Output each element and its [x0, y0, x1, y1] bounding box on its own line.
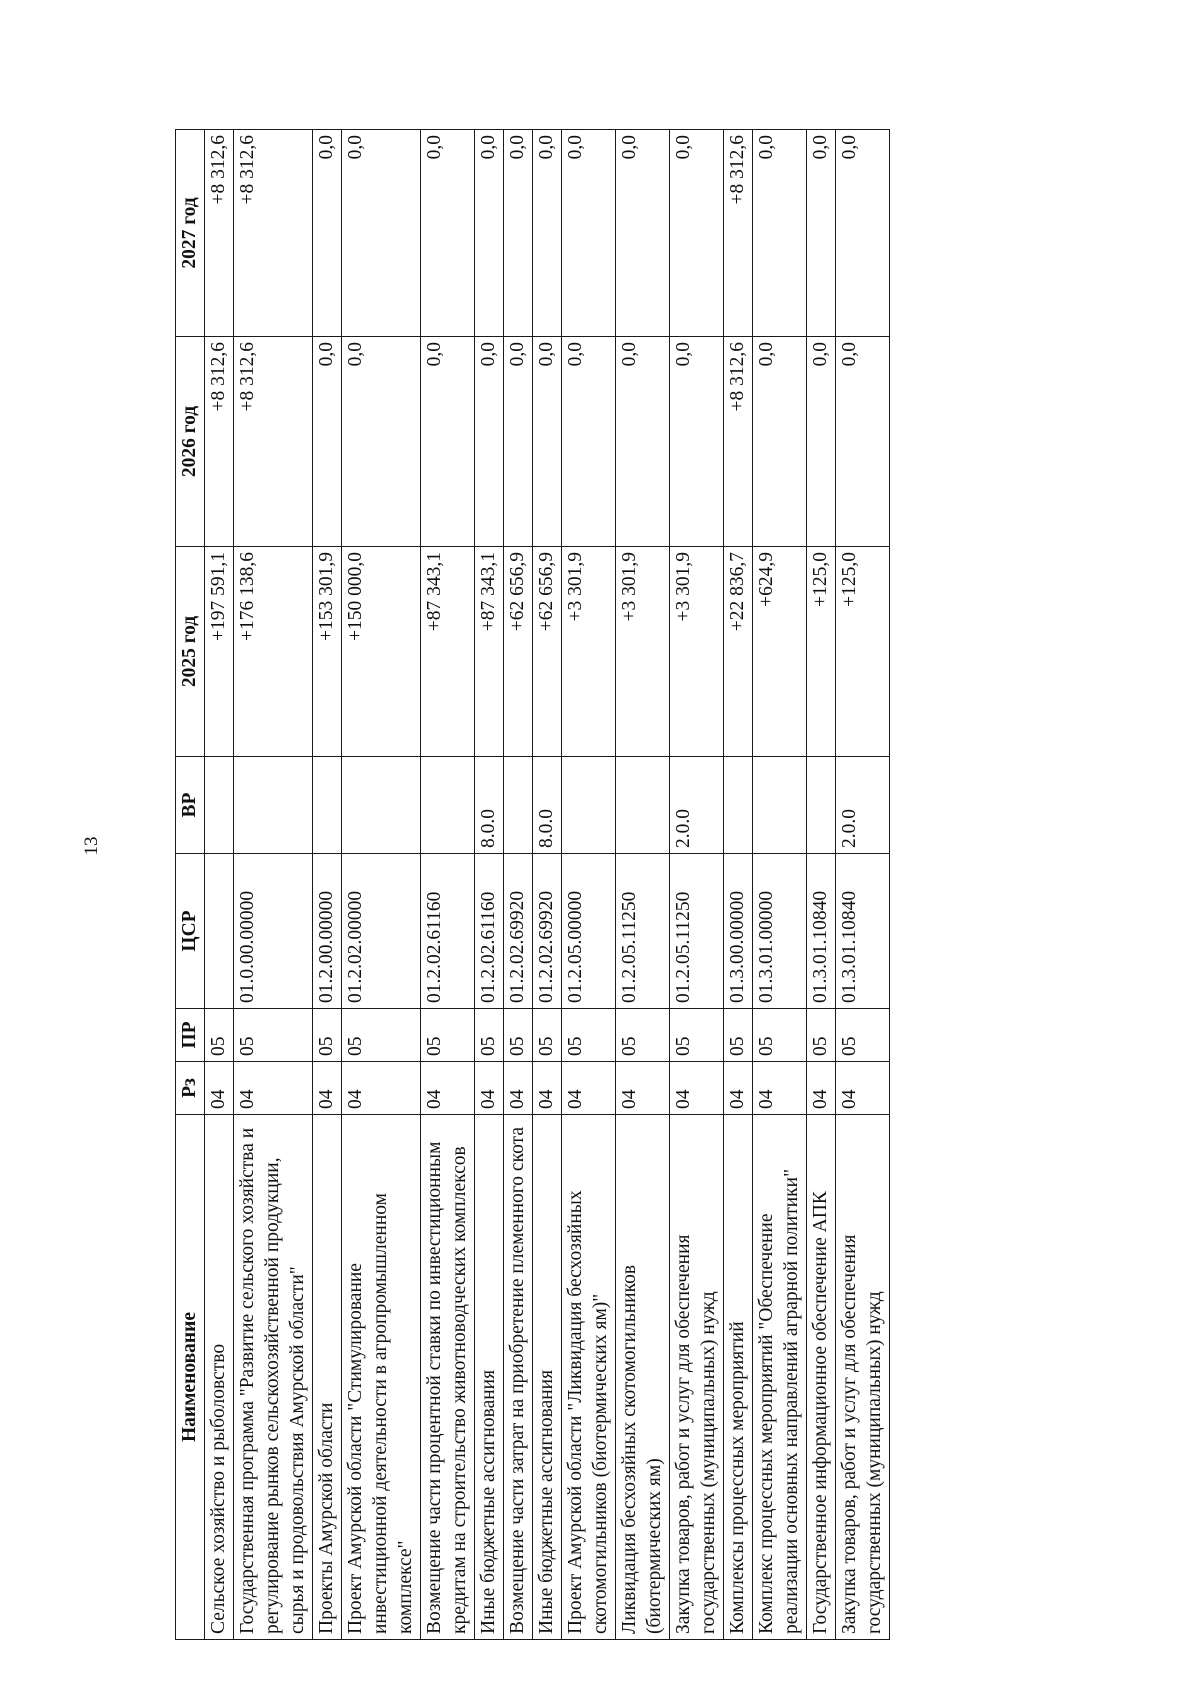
cell-2025: +125,0 [836, 547, 890, 757]
table-row [670, 130, 724, 1640]
cell-vr [562, 757, 616, 854]
table-row [753, 130, 807, 1640]
table-row [562, 130, 616, 1640]
cell-vr [753, 757, 807, 854]
cell-2026: 0,0 [533, 337, 562, 547]
cell-2027: 0,0 [807, 130, 836, 337]
cell-2027: 0,0 [836, 130, 890, 337]
cell-vr: 8.0.0 [475, 757, 504, 854]
cell-pr: 05 [475, 1009, 504, 1062]
cell-name: Закупка товаров, работ и услуг для обеспечения государственных (муниципальных) нужд [670, 1115, 724, 1640]
header-2026: 2026 год [176, 337, 205, 547]
cell-2025: +3 301,9 [562, 547, 616, 757]
cell-2027: 0,0 [475, 130, 504, 337]
cell-2025: +87 343,1 [475, 547, 504, 757]
cell-rz: 04 [807, 1062, 836, 1115]
cell-vr: 2.0.0 [836, 757, 890, 854]
table-row [616, 130, 670, 1640]
cell-2026: 0,0 [562, 337, 616, 547]
table-row [807, 130, 836, 1640]
table-row [724, 130, 753, 1640]
table-row [205, 130, 234, 1640]
cell-2026: +8 312,6 [234, 337, 313, 547]
cell-name: Иные бюджетные ассигнования [475, 1115, 504, 1640]
cell-rz: 04 [313, 1062, 342, 1115]
cell-rz: 04 [724, 1062, 753, 1115]
cell-rz: 04 [504, 1062, 533, 1115]
cell-csr: 01.3.00.00000 [724, 854, 753, 1009]
cell-csr: 01.2.02.69920 [504, 854, 533, 1009]
cell-2027: 0,0 [504, 130, 533, 337]
cell-2025: +153 301,9 [313, 547, 342, 757]
cell-name: Комплексы процессных мероприятий [724, 1115, 753, 1640]
cell-pr: 05 [421, 1009, 475, 1062]
cell-csr: 01.2.02.61160 [475, 854, 504, 1009]
cell-csr: 01.2.02.61160 [421, 854, 475, 1009]
cell-pr: 05 [342, 1009, 421, 1062]
cell-rz: 04 [670, 1062, 724, 1115]
cell-name: Комплекс процессных мероприятий "Обеспечение реализации основных направлений аграрной политики" [753, 1115, 807, 1640]
cell-2026: 0,0 [836, 337, 890, 547]
cell-pr: 05 [670, 1009, 724, 1062]
table-row [475, 130, 504, 1640]
cell-2025: +62 656,9 [504, 547, 533, 757]
cell-2027: 0,0 [421, 130, 475, 337]
cell-rz: 04 [421, 1062, 475, 1115]
cell-name: Проект Амурской области "Ликвидация бесхозяйных скотомогильников (биотермических ям)" [562, 1115, 616, 1640]
cell-name: Проект Амурской области "Стимулирование инвестиционной деятельности в агропромышленном комплексе" [342, 1115, 421, 1640]
cell-vr: 2.0.0 [670, 757, 724, 854]
cell-rz: 04 [562, 1062, 616, 1115]
cell-csr: 01.2.02.00000 [342, 854, 421, 1009]
cell-csr: 01.3.01.00000 [753, 854, 807, 1009]
table-row [313, 130, 342, 1640]
cell-pr: 05 [533, 1009, 562, 1062]
cell-2026: +8 312,6 [205, 337, 234, 547]
cell-2027: 0,0 [670, 130, 724, 337]
cell-rz: 04 [616, 1062, 670, 1115]
cell-vr [313, 757, 342, 854]
cell-2026: 0,0 [616, 337, 670, 547]
header-2025: 2025 год [176, 547, 205, 757]
cell-2025: +150 000,0 [342, 547, 421, 757]
cell-2025: +125,0 [807, 547, 836, 757]
cell-vr [616, 757, 670, 854]
table-row [421, 130, 475, 1640]
cell-csr: 01.3.01.10840 [807, 854, 836, 1009]
cell-2026: 0,0 [342, 337, 421, 547]
cell-vr [234, 757, 313, 854]
cell-rz: 04 [205, 1062, 234, 1115]
cell-csr: 01.2.05.00000 [562, 854, 616, 1009]
cell-2026: 0,0 [313, 337, 342, 547]
cell-name: Иные бюджетные ассигнования [533, 1115, 562, 1640]
header-vr: ВР [176, 757, 205, 854]
cell-2026: +8 312,6 [724, 337, 753, 547]
cell-2025: +22 836,7 [724, 547, 753, 757]
cell-2026: 0,0 [475, 337, 504, 547]
cell-name: Закупка товаров, работ и услуг для обеспечения государственных (муниципальных) нужд [836, 1115, 890, 1640]
cell-rz: 04 [475, 1062, 504, 1115]
cell-2026: 0,0 [807, 337, 836, 547]
cell-2026: 0,0 [753, 337, 807, 547]
cell-2027: +8 312,6 [234, 130, 313, 337]
cell-vr [342, 757, 421, 854]
page-number: 13 [81, 836, 102, 856]
cell-pr: 05 [504, 1009, 533, 1062]
cell-vr [807, 757, 836, 854]
cell-2027: 0,0 [562, 130, 616, 337]
cell-vr [504, 757, 533, 854]
cell-2027: 0,0 [313, 130, 342, 337]
cell-csr: 01.3.01.10840 [836, 854, 890, 1009]
cell-name: Проекты Амурской области [313, 1115, 342, 1640]
cell-rz: 04 [234, 1062, 313, 1115]
cell-vr [205, 757, 234, 854]
cell-2025: +3 301,9 [616, 547, 670, 757]
header-2027: 2027 год [176, 130, 205, 337]
cell-name: Возмещение части затрат на приобретение племенного скота [504, 1115, 533, 1640]
cell-vr [421, 757, 475, 854]
table-row [234, 130, 313, 1640]
cell-name: Государственная программа "Развитие сельского хозяйства и регулирование рынков сельскохозяйственной продукции, сырья и продовольствия Амурской области" [234, 1115, 313, 1640]
cell-csr: 01.2.05.11250 [616, 854, 670, 1009]
cell-rz: 04 [836, 1062, 890, 1115]
cell-name: Сельское хозяйство и рыболовство [205, 1115, 234, 1640]
header-rz: Рз [176, 1062, 205, 1115]
cell-vr: 8.0.0 [533, 757, 562, 854]
cell-rz: 04 [342, 1062, 421, 1115]
cell-2025: +62 656,9 [533, 547, 562, 757]
cell-rz: 04 [533, 1062, 562, 1115]
cell-2025: +3 301,9 [670, 547, 724, 757]
cell-2027: 0,0 [533, 130, 562, 337]
cell-pr: 05 [234, 1009, 313, 1062]
cell-2026: 0,0 [504, 337, 533, 547]
cell-2027: 0,0 [342, 130, 421, 337]
table-header-row [176, 130, 205, 1640]
header-csr: ЦСР [176, 854, 205, 1009]
cell-2025: +197 591,1 [205, 547, 234, 757]
cell-name: Государственное информационное обеспечение АПК [807, 1115, 836, 1640]
cell-csr: 01.0.00.00000 [234, 854, 313, 1009]
cell-pr: 05 [562, 1009, 616, 1062]
cell-pr: 05 [836, 1009, 890, 1062]
header-pr: ПР [176, 1009, 205, 1062]
cell-csr [205, 854, 234, 1009]
cell-2027: 0,0 [753, 130, 807, 337]
budget-table [175, 129, 890, 1640]
cell-pr: 05 [313, 1009, 342, 1062]
cell-pr: 05 [724, 1009, 753, 1062]
cell-2025: +176 138,6 [234, 547, 313, 757]
header-name: Наименование [176, 1115, 205, 1640]
cell-name: Ликвидация бесхозяйных скотомогильников (биотермических ям) [616, 1115, 670, 1640]
cell-csr: 01.2.00.00000 [313, 854, 342, 1009]
cell-name: Возмещение части процентной ставки по инвестиционным кредитам на строительство животноводческих комплексов [421, 1115, 475, 1640]
cell-2026: 0,0 [670, 337, 724, 547]
cell-2026: 0,0 [421, 337, 475, 547]
table-row [504, 130, 533, 1640]
cell-2027: 0,0 [616, 130, 670, 337]
cell-vr [724, 757, 753, 854]
cell-2025: +624,9 [753, 547, 807, 757]
table-row [342, 130, 421, 1640]
table-row [836, 130, 890, 1640]
cell-pr: 05 [205, 1009, 234, 1062]
cell-csr: 01.2.05.11250 [670, 854, 724, 1009]
cell-pr: 05 [616, 1009, 670, 1062]
cell-pr: 05 [753, 1009, 807, 1062]
cell-2027: +8 312,6 [724, 130, 753, 337]
cell-2025: +87 343,1 [421, 547, 475, 757]
rotated-table-container [175, 130, 1035, 1640]
cell-rz: 04 [753, 1062, 807, 1115]
cell-csr: 01.2.02.69920 [533, 854, 562, 1009]
cell-pr: 05 [807, 1009, 836, 1062]
table-row [533, 130, 562, 1640]
cell-2027: +8 312,6 [205, 130, 234, 337]
